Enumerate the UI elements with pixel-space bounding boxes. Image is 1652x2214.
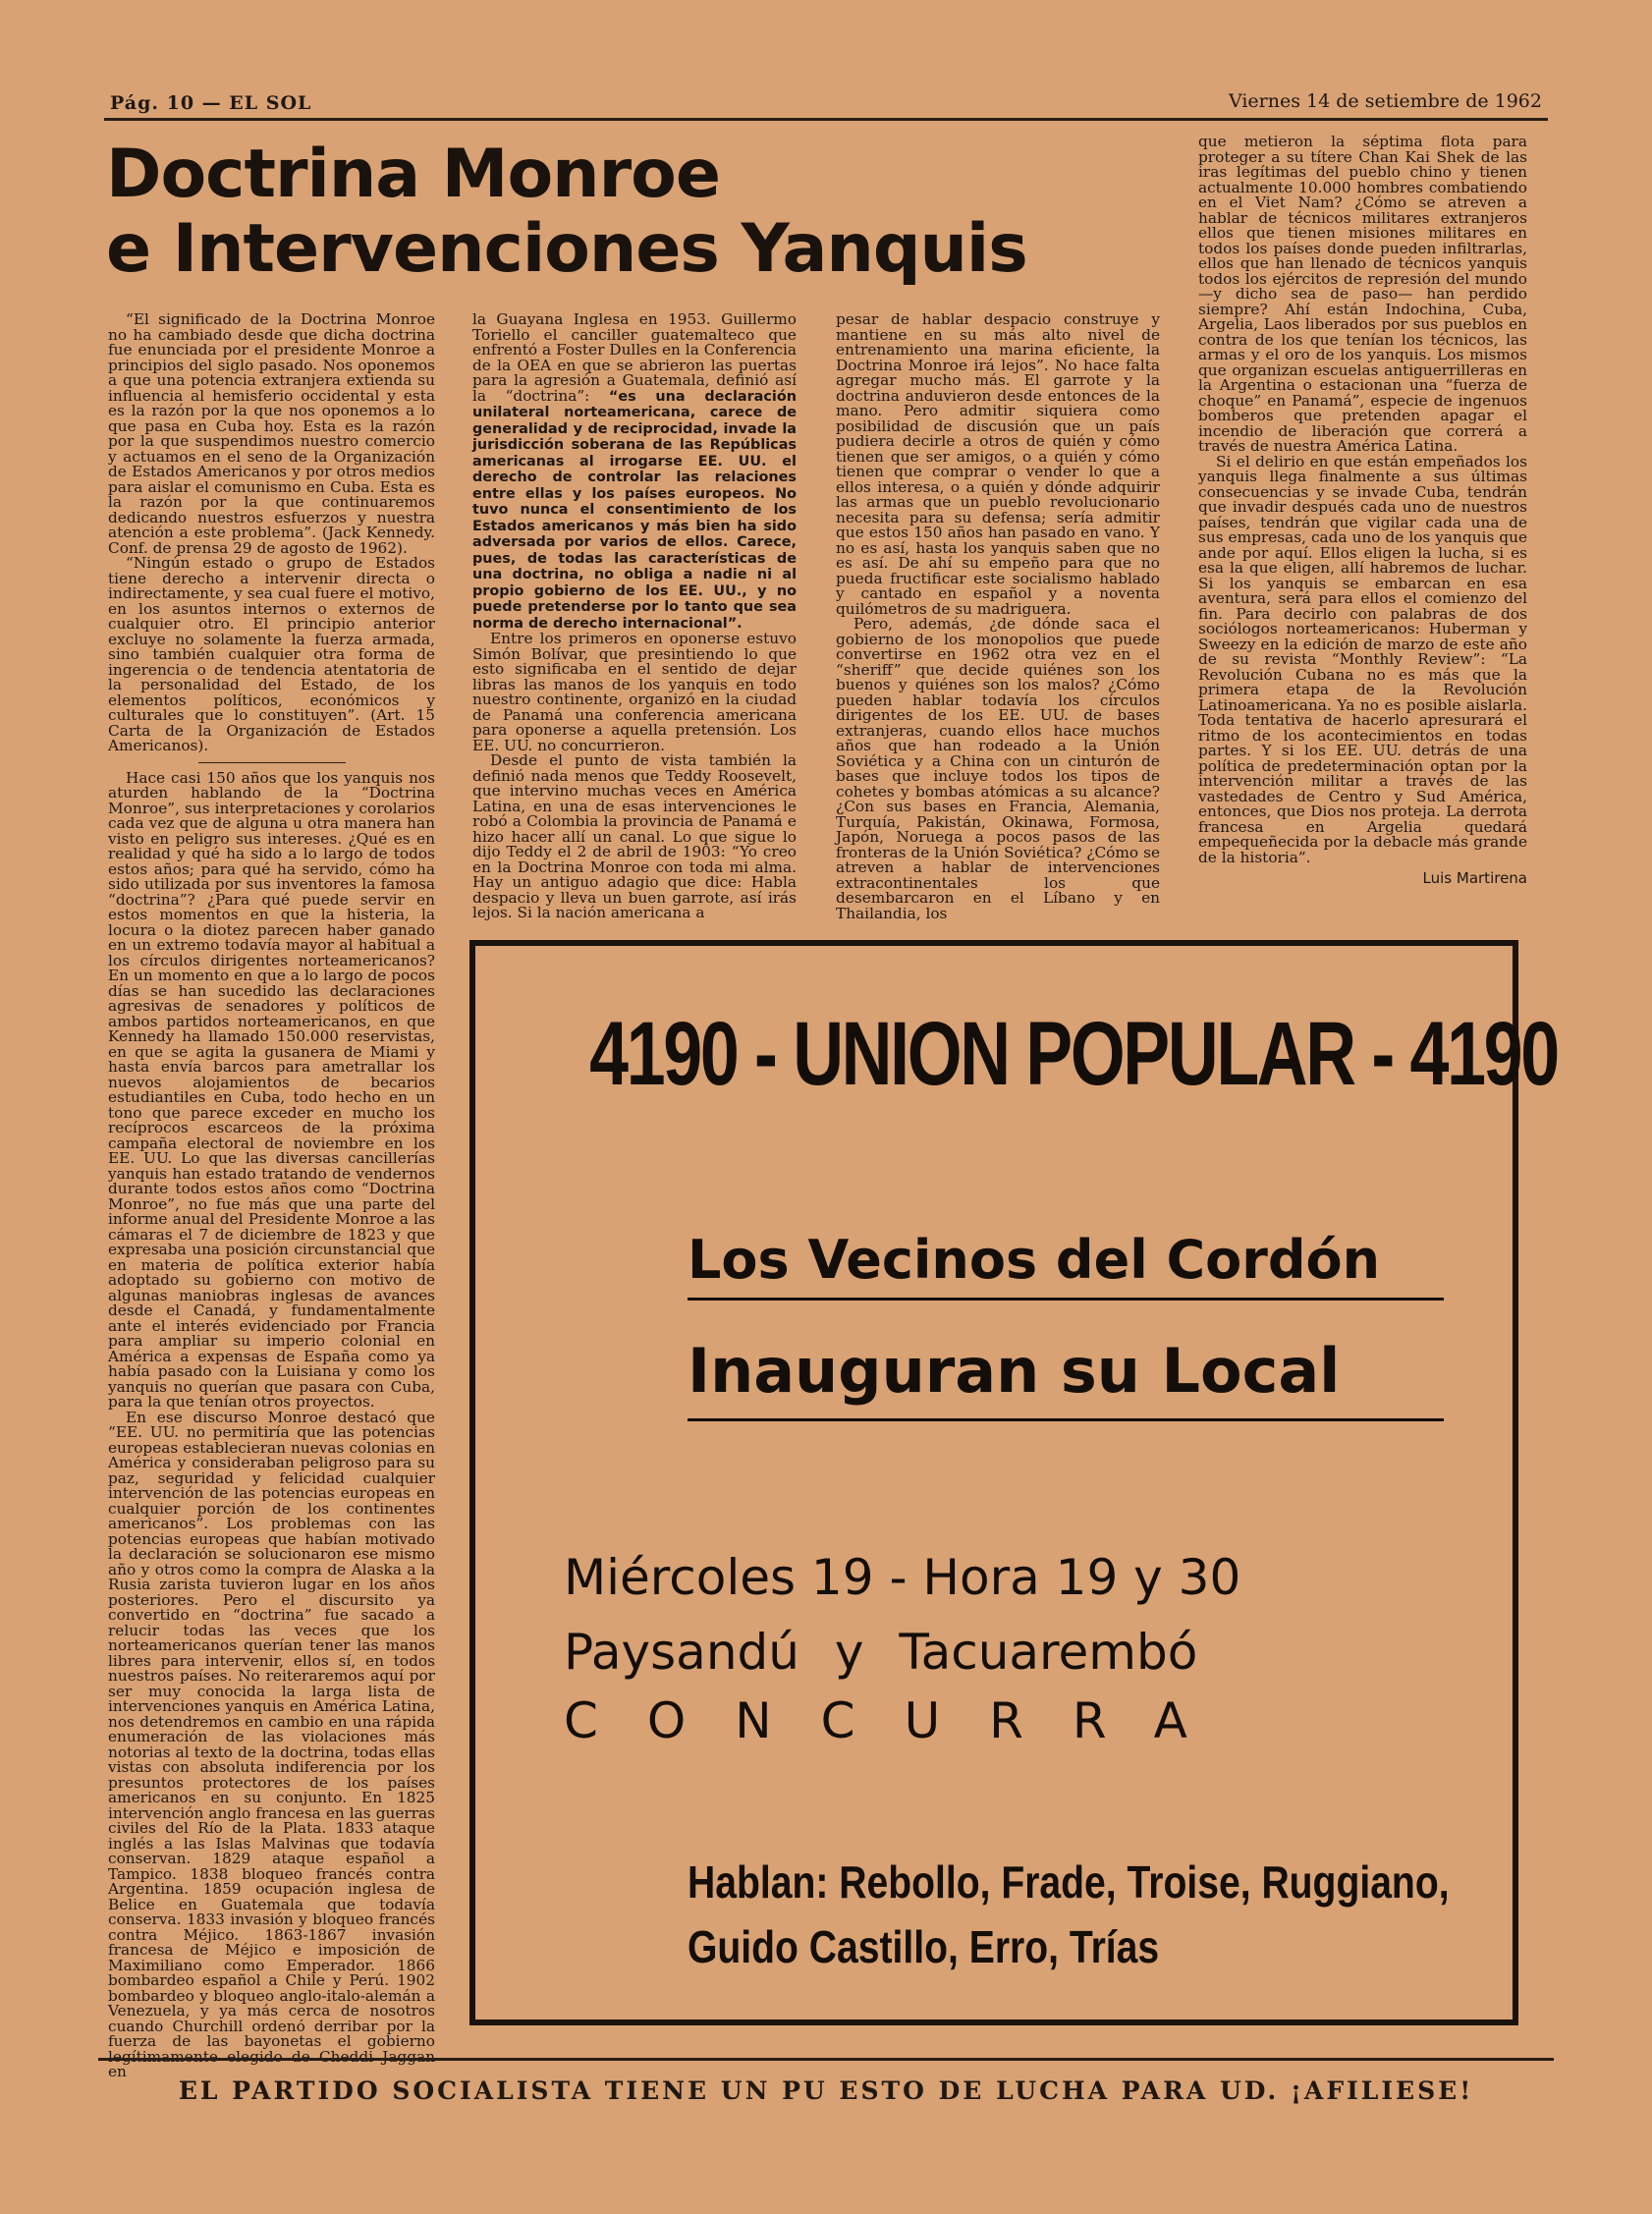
quote-oea-charter: “Ningún estado o grupo de Estados tiene derecho a intervenir directa o indirectamente, y sea cual fuere el motivo, en los asuntos internos o externos de cualquier otro. El principio anterior excluye no solamente la fuerza armada, sino también cualquier otra forma de ingerencia o de tendencia atentatoria de la personalidad del Estado, de los elementos políticos, económicos y culturales que lo constituyen”. (Art. 15 Carta de la Organización de Estados Americanos). (108, 554, 435, 754)
ad-call-to-action: CONCURRA (564, 1692, 1237, 1749)
ad-date-time: Miércoles 19 - Hora 19 y 30 (564, 1549, 1241, 1606)
headline-line-1: Doctrina Monroe (106, 136, 720, 213)
ad-list-number: 4190 - UNION POPULAR - 4190 (589, 1004, 1558, 1104)
ad-speakers-1: Hablan: Rebollo, Frade, Troise, Ruggiano, (688, 1856, 1450, 1908)
body-paragraph: que metieron la séptima flota para proteger a su títere Chan Kai Shek de las iras legítimas del pueblo chino y tienen actualmente 10.000 hombres combatiendo en el Viet Nam? ¿Cómo se atreven a hablar de técnicos militares extranjeros ellos que tienen misiones militares en todos los países donde pueden infiltrarlas, ellos que han llenado de técnicos yanquis todos los ejércitos de represión del mundo —y dicho sea de paso— han perdido siempre? Ahí están Indochina, Cuba, Argelia, Laos liberados por sus pueblos en contra de los que tenían los técnicos, las armas y el oro de los yanquis. Los mismos que organizan escuelas antiguerrilleras en la Argentina o estacionan una “fuerza de choque” en Panamá”, especie de ingenuos bomberos que pretenden apagar el incendio de liberación que correrá a través de nuestra América Latina. (1198, 133, 1527, 455)
body-paragraph: Hace casi 150 años que los yanquis nos aturden hablando de la “Doctrina Monroe”, sus interpretaciones y corolarios cada vez que de alguna u otra manera han visto en peligro sus intereses. ¿Qué es en realidad y qué ha sido a lo largo de todos estos años; para qué ha servido, cómo ha sido utilizada por sus inventores la famosa “doctrina”? ¿Para qué puede servir en estos momentos en que la histeria, la locura o la diotez parecen haber ganado en un extremo todavía mayor al habitual a los círculos dirigentes norteamericanos? En un momento en que a lo largo de pocos días se han sucedido las declaraciones agresivas de senadores y políticos de ambos partidos norteamericanos, en que Kennedy ha llamado 150.000 reservistas, en que se agita la gusanera de Miami y hasta envía barcos para ametrallar los nuevos alojamientos de becarios estudiantiles en Cuba, todo hecho en un tono que parece exceder en mucho los recíprocos escarceos de la próxima campaña electoral de noviembre en los EE. UU. Lo que las diversas cancillerías yanquis han estado tratando de vendernos durante todos estos años como “Doctrina Monroe”, no fue más que una parte del informe anual del Presidente Monroe a las cámaras el 7 de diciembre de 1823 y que expresaba una posición circunstancial que en materia de política exterior había adoptado su gobierno con motivo de algunas maniobras inglesas de avances desde el Canadá, y fundamentalmente ante el interés evidenciado por Francia para ampliar su imperio colonial en América a expensas de España como ya había pasado con la Luisiana y como los yanquis no querían que pasara con Cuba, para la que tenían otros proyectos. (108, 768, 435, 1411)
ad-rule (688, 1298, 1444, 1301)
ad-rule (688, 1418, 1444, 1421)
header-rule (104, 118, 1548, 121)
footer-rule (98, 2058, 1554, 2061)
headline (106, 138, 1088, 287)
body-paragraph: Si el delirio en que están empeñados los yanquis llega finalmente a sus últimas consecuencias y se invade Cuba, tendrán que invadir después cada uno de nuestros países, tendrán que vigilar cada una de sus empresas, cada uno de los yanquis que ande por aquí. Ellos eligen la lucha, si es esa la que eligen, allí habremos de luchar. Si los yanquis se embarcan en esa aventura, será para ellos el comienzo del fin. Para decirlo con palabras de dos sociólogos norteamericanos: Huberman y Sweezy en la edición de marzo de este año de su revista “Monthly Review”: “La Revolución Cubana no es más que la primera etapa de la Revolución Latinoamericana. Ya no es posible aislarla. Toda tentativa de hacerlo apresurará el ritmo de los acontecimientos en todas partes. Y si los EE. UU. detrás de una política de predeterminación optan por la intervención militar a través de las vastedades de Centro y Sud América, entonces, que Dios nos proteja. La derrota francesa en Argelia quedará empequeñecida por la debacle más grande de la historia”. (1198, 452, 1527, 866)
article-column-4 (1198, 135, 1527, 887)
issue-date: Viernes 14 de setiembre de 1962 (1228, 90, 1542, 112)
ad-subheadline: Inauguran su Local (688, 1335, 1341, 1407)
article-column-3 (836, 312, 1160, 921)
ad-headline: Los Vecinos del Cordón (688, 1229, 1381, 1291)
advertisement-box (469, 940, 1558, 2025)
page-label: Pág. 10 — EL SOL (110, 92, 312, 114)
headline-line-2: e Intervenciones Yanquis (106, 210, 1027, 288)
ad-location: Paysandú y Tacuarembó (564, 1624, 1198, 1681)
ad-speakers-2: Guido Castillo, Erro, Trías (688, 1921, 1160, 1972)
body-paragraph: Entre los primeros en oponerse estuvo Simón Bolívar, que presintiendo lo que esto significaba en el sentido de dejar libras las manos de los yanquis en todo nuestro continente, organizó en la ciudad de Panamá una conferencia americana para oponerse a aquella pretensión. Los EE. UU. no concurrieron. (472, 630, 797, 754)
body-text: la Guayana Inglesa en 1953. Guillermo Toriello el canciller guatemalteco que enfrentó a Foster Dulles en la Conferencia de la OEA en que se abrieron las puertas para la agresión a Guatemala, definió así la “doctrina”: (472, 310, 797, 405)
body-paragraph: Desde el punto de vista también la definió nada menos que Teddy Roosevelt, que intervino muchas veces en América Latina, en una de esas intervenciones le robó a Colombia la provincia de Panamá e hizo hacer allí un canal. Lo que sigue lo dijo Teddy el 2 de abril de 1903: “Yo creo en la Doctrina Monroe con toda mi alma. Hay un antiguo adagio que dice: Habla despacio y lleva un buen garrote, así irás lejos. Si la nación americana a (472, 751, 797, 921)
quote-kennedy: “El significado de la Doctrina Monroe no ha cambiado desde que dicha doctrina fue enunciada por el presidente Monroe a principios del siglo pasado. Nos oponemos a que una potencia extranjera extienda su influencia al hemisferio occidental y esta es la razón por la que nos oponemos a lo que pasa en Cuba hoy. Esta es la razón por la que suspendimos nuestro comercio y actuamos en el seno de la Organización de Estados Americanos y por otros medios para aislar el comunismo en Cuba. Esta es la razón por la que continuaremos dedicando nuestros esfuerzos y nuestra atención a este problema”. (Jack Kennedy. Conf. de prensa 29 de agosto de 1962). (108, 310, 435, 557)
body-paragraph: En ese discurso Monroe destacó que “EE. UU. no permitiría que las potencias europeas establecieran nuevas colonias en América y consideraban peligroso para su paz, seguridad y felicidad cualquier intervención de las potencias europeas en cualquier porción de los continentes americanos”. Los problemas con las potencias europeas que habían motivado la declaración se solucionaron ese mismo año y otros como la compra de Alaska a la Rusia zarista tuvieron lugar en los años posteriores. Pero el discursito ya convertido en “doctrina” fue sacado a relucir todas las veces que los norteamericanos querían tener las manos libres para intervenir, ellos sí, en todos nuestros países. No reiteraremos aquí por ser muy conocida la larga lista de intervenciones yanquis en América Latina, nos detendremos en cambio en una rápida enumeración de las violaciones más notorias al texto de la doctrina, todas ellas vistas con absoluta indiferencia por los presuntos protectores de los países americanos en su conjunto. En 1825 intervención anglo francesa en las guerras civiles del Río de la Plata. 1833 ataque inglés a las Islas Malvinas que todavía conservan. 1829 ataque español a Tampico. 1838 bloqueo francés contra Argentina. 1859 ocupación inglesa de Belice en Guatemala que todavía conserva. 1833 invasión y bloqueo francés contra Méjico. 1863-1867 invasión francesa de Méjico e imposición de Maximiliano como Emperador. 1866 bombardeo español a Chile y Perú. 1902 bombardeo y bloqueo anglo-italo-alemán a Venezuela, y ya más cerca de nosotros cuando Churchill ordenó derribar por la fuerza de las bayonetas el gobierno legítimamente elegido de Cheddi Jaggan en (108, 1408, 435, 2080)
body-paragraph: Pero, además, ¿de dónde saca el gobierno de los monopolios que puede convertirse en 1962 otra vez en el “sheriff” que decide quiénes son los buenos y quiénes son los malos? ¿Cómo pueden hablar todavía los círculos dirigentes de los EE. UU. de bases extranjeras, cuando ellos hace muchos años que han rodeado a la Unión Soviética y a China con un cinturón de bases que incluye todos los tipos de cohetes y bombas atómicas a su alcance? ¿Con sus bases en Francia, Alemania, Turquía, Pakistán, Okinawa, Formosa, Japón, Noruega a pocos pasos de las fronteras de la Unión Soviética? ¿Cómo se atreven a hablar de intervenciones extracontinentales los que desembarcaron en el Líbano y en Thailandia, los (836, 615, 1160, 922)
author-byline: Luis Martirena (1422, 869, 1527, 887)
toriello-quote: “es una declaración unilateral norteamericana, carece de generalidad y de reciprocidad, invade la jurisdicción soberana de las Repúblicas americanas al irrogarse EE. UU. el derecho de controlar las relaciones entre ellas y los países europeos. No tuvo nunca el consentimiento de los Estados americanos y más bien ha sido adversada por varios de ellos. Carece, pues, de todas las características de una doctrina, no obliga a nadie ni al propio gobierno de los EE. UU., y no puede pretenderse por lo tanto que sea norma de derecho internacional”. (472, 388, 797, 632)
body-paragraph: pesar de hablar despacio construye y mantiene en su más alto nivel de entrenamiento una marina eficiente, la Doctrina Monroe irá lejos”. No hace falta agregar mucho más. El garrote y la doctrina anduvieron desde entonces de la mano. Pero admitir siquiera como posibilidad de discusión que un país pudiera decirle a otros de quién y cómo tienen que ser amigos, o a quién y cómo tienen que comprar o vender lo que a ellos interesa, o a quién y dónde adquirir las armas que un pueblo revolucionario necesita para su defensa; sería admitir que estos 150 años han pasado en vano. Y no es así, hasta los yanquis saben que no es así. De ahí su empeño para que no pueda fructificar este socialismo hablado y cantado en español y a noventa quilómetros de su madriguera. (836, 310, 1160, 618)
footer-slogan: EL PARTIDO SOCIALISTA TIENE UN PU ESTO DE LUCHA PARA UD. ¡AFILIESE! (178, 2076, 1474, 2105)
body-paragraph (472, 312, 797, 632)
section-divider (198, 762, 346, 763)
article-column-2 (472, 312, 797, 921)
article-column-1 (108, 312, 435, 2080)
